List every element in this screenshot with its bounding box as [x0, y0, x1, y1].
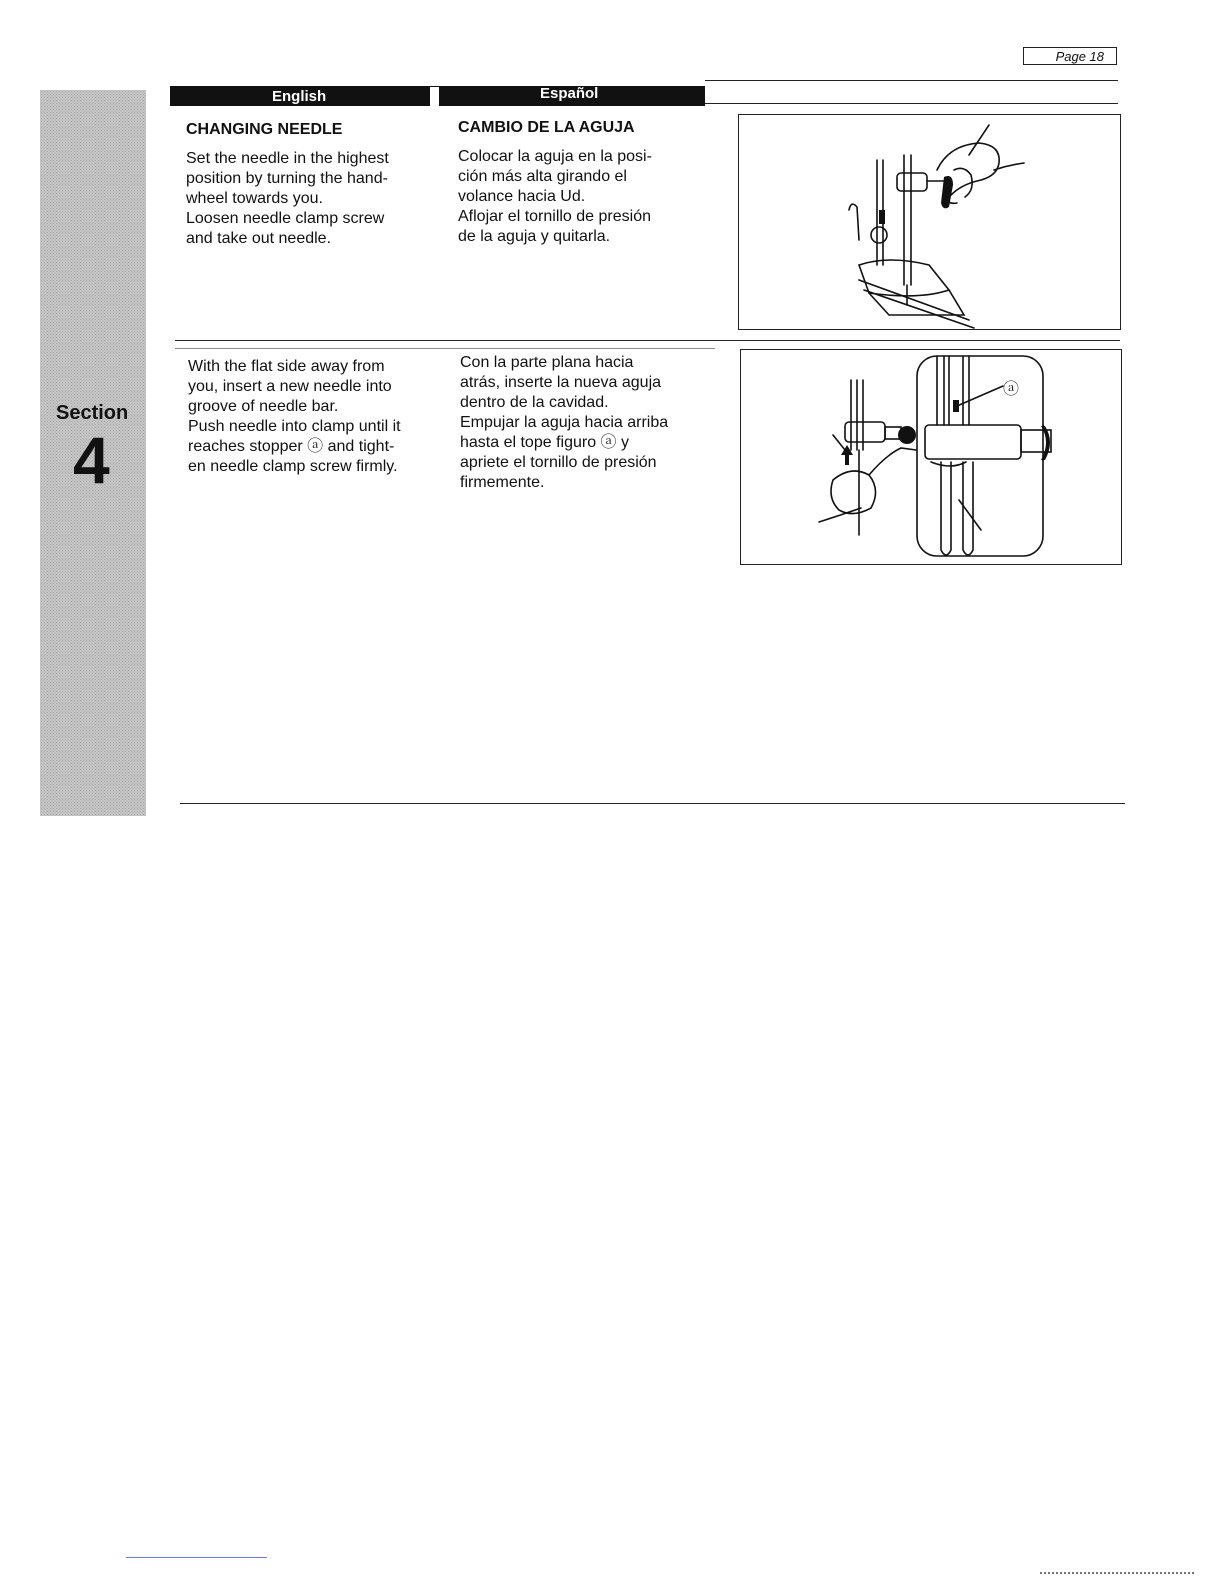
- header-rule: [705, 103, 1118, 104]
- bottom-rule: [180, 803, 1125, 804]
- section-label: Section: [56, 402, 129, 424]
- section-number: 4: [73, 423, 110, 497]
- english-instructions-1: Set the needle in the highest position by turning the hand- wheel towards you. Loosen needle clamp screw and take out needle.: [186, 150, 389, 247]
- top-rule: [705, 80, 1118, 81]
- english-instructions-2: With the flat side away from you, insert a new needle into groove of needle bar. Push needle into clamp until it reaches stopper ⓐ and tight- en needle clamp screw firmly.: [188, 358, 401, 475]
- language-separator: [430, 87, 439, 106]
- english-heading: CHANGING NEEDLE: [186, 121, 343, 138]
- footer-mark-right: [1040, 1572, 1194, 1574]
- stopper-callout-label: ⓐ: [1003, 381, 1020, 398]
- presser-foot-illustration: [739, 115, 1120, 329]
- page-number: Page 18: [1023, 47, 1117, 65]
- language-spanish-label: Español: [540, 85, 599, 102]
- needle-clamp-illustration: [741, 350, 1121, 564]
- spanish-instructions-2: Con la parte plana hacia atrás, inserte la nueva aguja dentro de la cavidad. Empujar la aguja hacia arriba hasta el tope figuro ⓐ y apriete el tornillo de presión firmemente.: [460, 354, 669, 491]
- spanish-heading: CAMBIO DE LA AGUJA: [458, 119, 635, 136]
- figure-insert-needle: [740, 349, 1122, 565]
- figure-remove-needle: [738, 114, 1121, 330]
- block-divider: [175, 340, 1120, 341]
- block-divider-short: [175, 348, 715, 349]
- language-english-label: English: [272, 88, 327, 105]
- spanish-instructions-1: Colocar la aguja en la posi- ción más alta girando el volance hacia Ud. Aflojar el tornillo de presión de la aguja y quitarla.: [458, 148, 652, 245]
- footer-mark-left: [126, 1557, 267, 1558]
